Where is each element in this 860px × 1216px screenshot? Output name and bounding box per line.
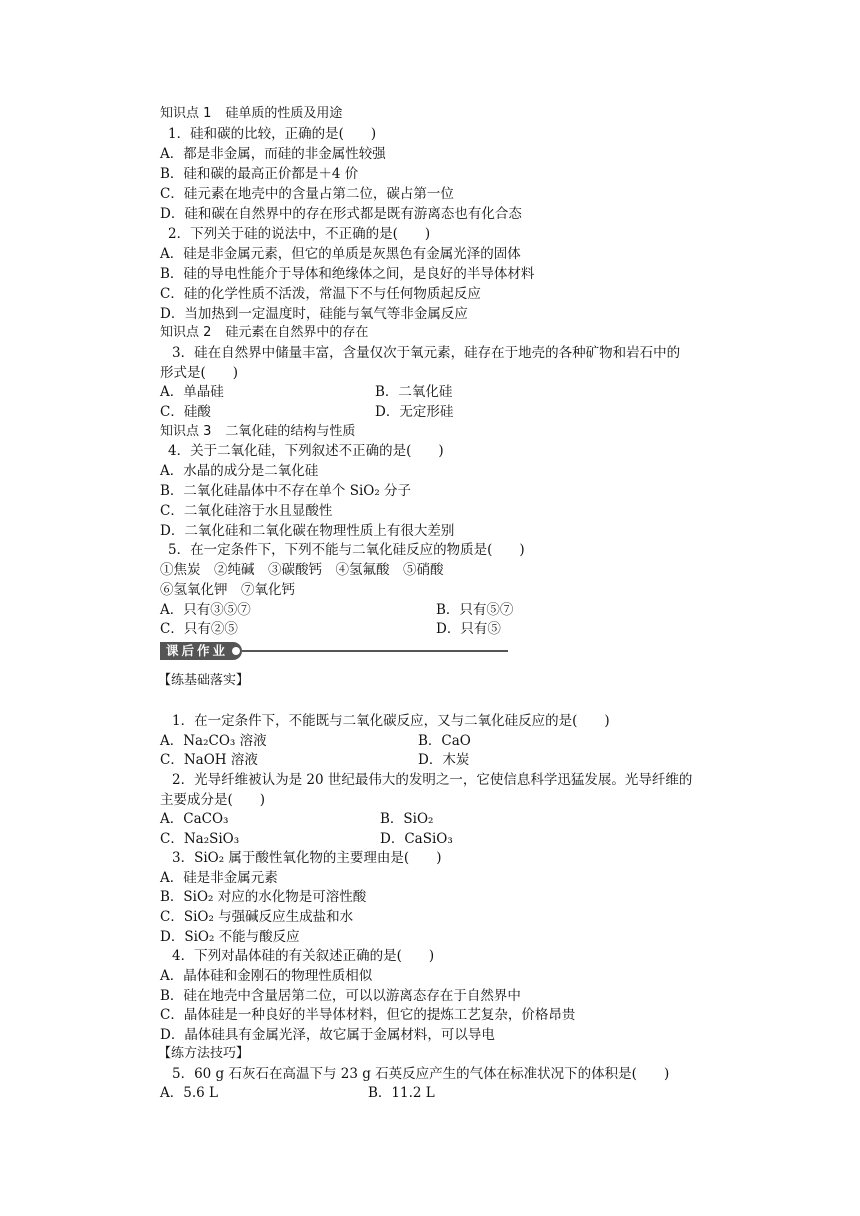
p5-option-a: A．5.6 L: [160, 1085, 218, 1101]
banner-rule: [242, 650, 508, 652]
question-1: 1．硅和碳的比较，正确的是( ): [168, 126, 377, 142]
q5-option-d: D．只有⑤: [436, 621, 501, 637]
kp2-title: 硅元素在自然界中的存在: [225, 325, 369, 340]
banner-label: 课后作业: [160, 642, 242, 660]
p3-option-d: D．SiO₂ 不能与酸反应: [160, 929, 300, 945]
p2-option-c: C．Na₂SiO₃: [160, 831, 240, 847]
knowledge-point-3-heading: [160, 422, 720, 442]
practice-question-1: 1．在一定条件下，不能既与二氧化碳反应，又与二氧化硅反应的是( ): [172, 713, 610, 729]
p2-option-a: A．CaCO₃: [160, 811, 229, 827]
q4-option-c: C．二氧化硅溶于水且显酸性: [160, 503, 333, 519]
p5-option-b: B．11.2 L: [368, 1085, 435, 1101]
p1-option-d: D．木炭: [418, 752, 470, 768]
homework-banner: [160, 642, 508, 660]
kp3-number: 知识点 3: [160, 424, 212, 439]
p4-option-a: A．晶体硅和金刚石的物理性质相似: [160, 968, 373, 984]
kp2-number: 知识点 2: [160, 325, 212, 340]
q4-option-b: B．二氧化硅晶体中不存在单个 SiO₂ 分子: [160, 483, 412, 499]
kp3-title: 二氧化硅的结构与性质: [225, 424, 356, 439]
p2-option-b: B．SiO₂: [380, 811, 434, 827]
section-basic-heading: 【练基础落实】: [158, 673, 250, 688]
p2-option-d: D．CaSiO₃: [380, 831, 453, 847]
question-5: 5．在一定条件下，下列不能与二氧化硅反应的物质是( ): [168, 542, 525, 558]
q3-option-a: A．单晶硅: [160, 384, 224, 400]
q1-option-d: D．硅和碳在自然界中的存在形式都是既有游离态也有化合态: [160, 206, 522, 222]
p3-option-a: A．硅是非金属元素: [160, 870, 278, 886]
section-method-heading: 【练方法技巧】: [158, 1046, 250, 1061]
q5-substances-line-2: ⑥氢氧化钾 ⑦氧化钙: [160, 582, 295, 598]
practice-question-3: 3．SiO₂ 属于酸性氧化物的主要理由是( ): [172, 850, 442, 866]
practice-question-2: 2．光导纤维被认为是 20 世纪最伟大的发明之一，它使信息科学迅猛发展。光导纤维的: [172, 772, 693, 788]
q3-option-d: D．无定形硅: [375, 404, 454, 420]
p4-option-b: B．硅在地壳中含量居第二位，可以以游离态存在于自然界中: [160, 988, 521, 1004]
q5-option-c: C．只有②⑤: [160, 621, 238, 637]
q3-option-c: C．硅酸: [160, 404, 211, 420]
q2-option-d: D．当加热到一定温度时，硅能与氧气等非金属反应: [160, 306, 468, 322]
kp1-title: 硅单质的性质及用途: [225, 106, 343, 121]
p1-option-b: B．CaO: [418, 733, 471, 749]
q1-option-b: B．硅和碳的最高正价都是＋4 价: [160, 166, 359, 182]
practice-question-5: 5．60 g 石灰石在高温下与 23 g 石英反应产生的气体在标准状况下的体积是( ): [172, 1066, 670, 1082]
p3-option-c: C．SiO₂ 与强碱反应生成盐和水: [160, 909, 354, 925]
q2-option-c: C．硅的化学性质不活泼，常温下不与任何物质起反应: [160, 286, 481, 302]
knowledge-point-2-heading: [160, 323, 720, 343]
question-4: 4．关于二氧化硅，下列叙述不正确的是( ): [168, 443, 444, 459]
p4-option-c: C．晶体硅是一种良好的半导体材料，但它的提炼工艺复杂，价格昂贵: [160, 1007, 576, 1023]
q1-option-a: A．都是非金属，而硅的非金属性较强: [160, 146, 386, 162]
p1-option-c: C．NaOH 溶液: [160, 752, 258, 768]
practice-question-4: 4．下列对晶体硅的有关叙述正确的是( ): [172, 948, 435, 964]
kp1-number: 知识点 1: [160, 106, 212, 121]
q3-option-b: B．二氧化硅: [375, 384, 453, 400]
q2-option-a: A．硅是非金属元素，但它的单质是灰黑色有金属光泽的固体: [160, 246, 521, 262]
q1-option-c: C．硅元素在地壳中的含量占第二位，碳占第一位: [160, 186, 454, 202]
knowledge-point-1-heading: [160, 104, 720, 124]
q5-option-b: B．只有⑤⑦: [436, 602, 514, 618]
p3-option-b: B．SiO₂ 对应的水化物是可溶性酸: [160, 889, 367, 905]
practice-question-2-cont: 主要成分是( ): [160, 792, 266, 808]
question-3-cont: 形式是( ): [160, 365, 239, 381]
q2-option-b: B．硅的导电性能介于导体和绝缘体之间，是良好的半导体材料: [160, 266, 535, 282]
p4-option-d: D．晶体硅具有金属光泽，故它属于金属材料，可以导电: [160, 1027, 495, 1043]
question-3: 3．硅在自然界中储量丰富，含量仅次于氧元素，硅存在于地壳的各种矿物和岩石中的: [172, 345, 681, 361]
p1-option-a: A．Na₂CO₃ 溶液: [160, 733, 267, 749]
banner-dot-icon: [232, 647, 240, 655]
q5-option-a: A．只有③⑤⑦: [160, 602, 251, 618]
question-2: 2．下列关于硅的说法中，不正确的是( ): [168, 226, 431, 242]
q5-substances-line-1: ①焦炭 ②纯碱 ③碳酸钙 ④氢氟酸 ⑤硝酸: [160, 562, 444, 578]
q4-option-a: A．水晶的成分是二氧化硅: [160, 463, 319, 479]
q4-option-d: D．二氧化硅和二氧化碳在物理性质上有很大差别: [160, 523, 455, 539]
